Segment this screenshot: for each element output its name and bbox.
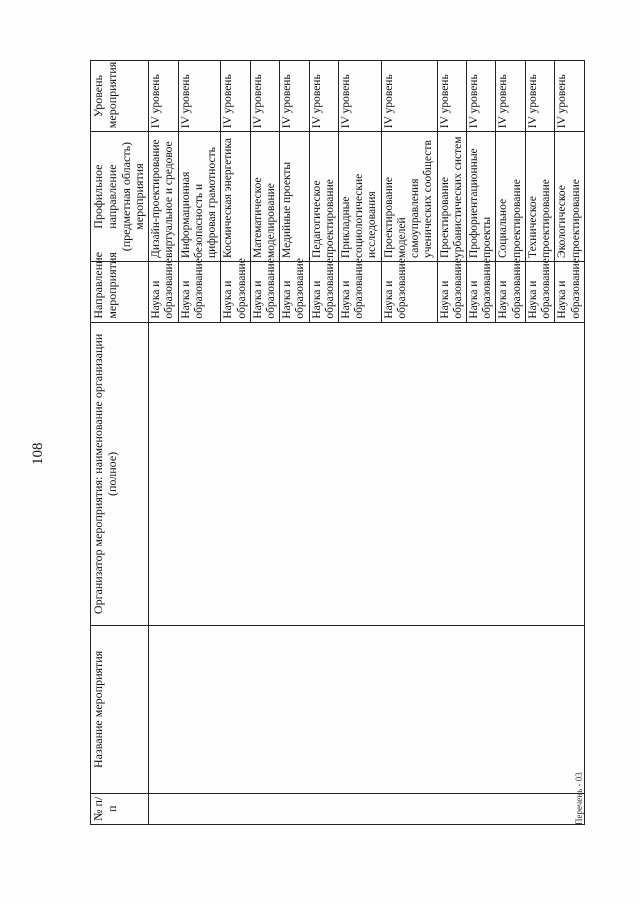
- profile-cell: Проектирование моделей самоуправления ученических сообществ: [381, 132, 437, 262]
- direction-cell: Наука и образование: [221, 261, 250, 322]
- profile-cell: Информационная безопасность и цифровая грамотность: [178, 132, 221, 262]
- level-cell: IV уровень: [381, 61, 437, 132]
- footer-note: Перечень - 03: [574, 772, 584, 825]
- table-row: [149, 61, 178, 825]
- profile-cell: Профориентационные проекты: [467, 132, 496, 262]
- level-cell: IV уровень: [309, 61, 338, 132]
- level-cell: IV уровень: [250, 61, 279, 132]
- profile-cell: Социальное проектирование: [496, 132, 525, 262]
- profile-cell: Прикладные социологические исследования: [339, 132, 382, 262]
- direction-cell: Наука и образование: [149, 261, 178, 322]
- header-name: Название мероприятия: [91, 626, 149, 793]
- profile-cell: Педагогическое проектирование: [309, 132, 338, 262]
- level-cell: IV уровень: [149, 61, 178, 132]
- direction-cell: Наука и образование: [555, 261, 584, 322]
- level-cell: IV уровень: [221, 61, 250, 132]
- level-cell: IV уровень: [280, 61, 309, 132]
- organizer-cell: [149, 322, 585, 626]
- page-number: 108: [30, 442, 46, 465]
- profile-cell: Дизайн-проектирование виртуальное и средовое: [149, 132, 178, 262]
- profile-cell: Проектирование урбанистических систем: [437, 132, 466, 262]
- direction-cell: Наука и образование: [250, 261, 279, 322]
- level-cell: IV уровень: [178, 61, 221, 132]
- table-header-row: [91, 61, 149, 825]
- direction-cell: Наука и образование: [178, 261, 221, 322]
- header-level: Уровень мероприятия: [91, 61, 149, 132]
- direction-cell: Наука и образование: [280, 261, 309, 322]
- direction-cell: Наука и образование: [437, 261, 466, 322]
- profile-cell: Космическая энергетика: [221, 132, 250, 262]
- header-organizer: Организатор мероприятия: наименование организации (полное): [91, 322, 149, 626]
- direction-cell: Наука и образование: [381, 261, 437, 322]
- level-cell: IV уровень: [339, 61, 382, 132]
- level-cell: IV уровень: [555, 61, 584, 132]
- num-cell: [149, 793, 585, 824]
- header-direction: Направление мероприятия: [91, 261, 149, 322]
- level-cell: IV уровень: [437, 61, 466, 132]
- direction-cell: Наука и образование: [309, 261, 338, 322]
- level-cell: IV уровень: [496, 61, 525, 132]
- table-body: [149, 61, 585, 825]
- header-num: № п/п: [91, 793, 149, 824]
- level-cell: IV уровень: [525, 61, 554, 132]
- profile-cell: Экологическое проектирование: [555, 132, 584, 262]
- direction-cell: Наука и образование: [525, 261, 554, 322]
- level-cell: IV уровень: [467, 61, 496, 132]
- header-profile: Профильное направление (предметная область) мероприятия: [91, 132, 149, 262]
- profile-cell: Техническое проектирование: [525, 132, 554, 262]
- direction-cell: Наука и образование: [467, 261, 496, 322]
- name-cell: [149, 626, 585, 793]
- events-table: [90, 60, 585, 825]
- direction-cell: Наука и образование: [496, 261, 525, 322]
- direction-cell: Наука и образование: [339, 261, 382, 322]
- profile-cell: Медийные проекты: [280, 132, 309, 262]
- profile-cell: Математическое моделирование: [250, 132, 279, 262]
